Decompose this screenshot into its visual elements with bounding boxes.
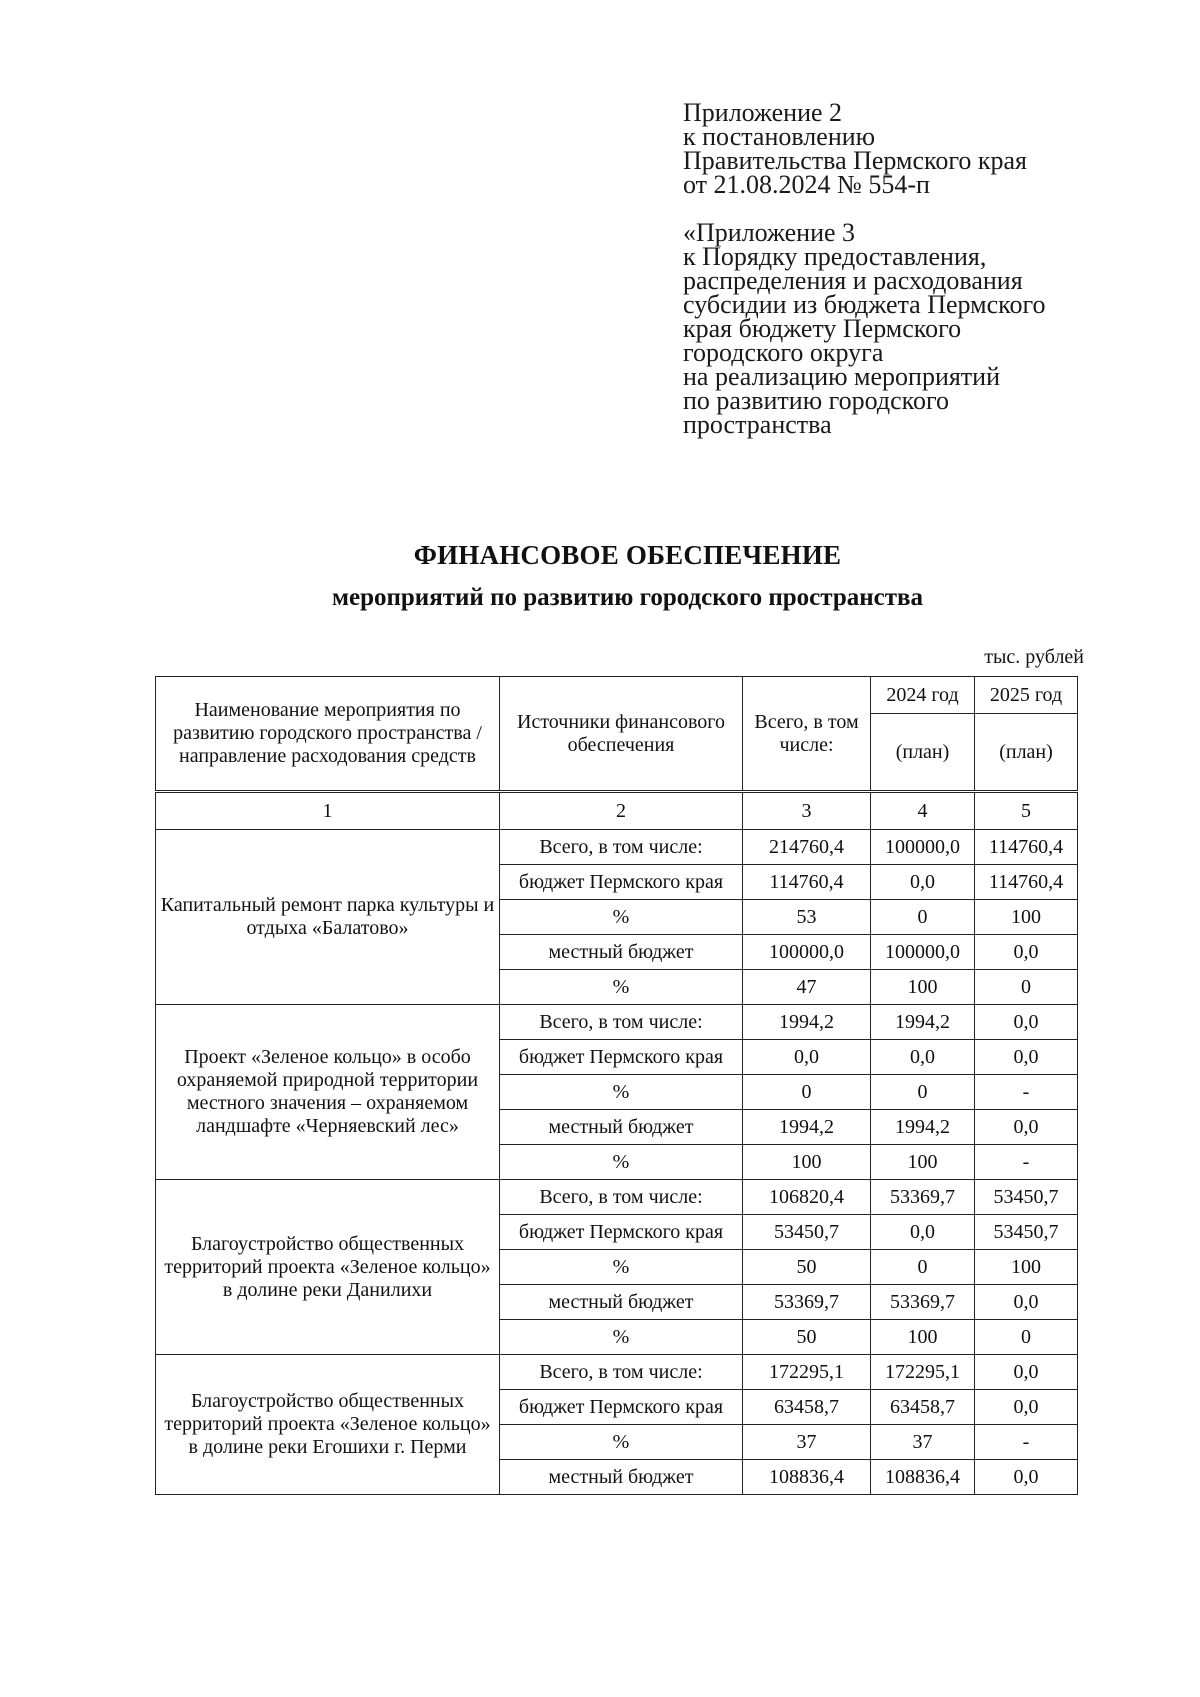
activity-name-cell: Благоустройство общественных территорий проекта «Зеленое кольцо» в долине реки Егошихи г. Перми [156,1355,500,1495]
year-2025-cell: 0,0 [975,935,1078,970]
total-cell: 114760,4 [743,865,871,900]
activity-name-cell: Проект «Зеленое кольцо» в особо охраняемой природной территории местного значения – охраняемом ландшафте «Черняевский лес» [156,1005,500,1180]
total-cell: 1994,2 [743,1005,871,1040]
inner-appendix-line: к Порядку предоставления, [683,242,987,271]
year-2025-cell: 114760,4 [975,830,1078,865]
inner-appendix-line: по развитию городского [683,386,949,415]
year-2025-cell: 53450,7 [975,1215,1078,1250]
year-2024-cell: 63458,7 [871,1390,975,1425]
year-2024-cell: 108836,4 [871,1460,975,1495]
appendix-block [683,98,1103,439]
header-year-2025: 2025 год [975,677,1078,714]
year-2024-cell: 100000,0 [871,830,975,865]
total-cell: 0,0 [743,1040,871,1075]
funding-source-cell: % [500,1145,743,1180]
funding-source-cell: Всего, в том числе: [500,1180,743,1215]
year-2024-cell: 100000,0 [871,935,975,970]
year-2024-cell: 53369,7 [871,1285,975,1320]
header-activity-name: Наименование мероприятия по развитию городского пространства / направление расходования средств [156,677,500,792]
year-2025-cell: 0,0 [975,1390,1078,1425]
total-cell: 106820,4 [743,1180,871,1215]
table-row [156,830,1078,865]
column-number: 1 [156,792,500,830]
year-2025-cell: - [975,1425,1078,1460]
funding-source-cell: бюджет Пермского края [500,1390,743,1425]
year-2025-cell: 0,0 [975,1355,1078,1390]
year-2025-cell: 0,0 [975,1460,1078,1495]
total-cell: 50 [743,1320,871,1355]
inner-appendix-line: городского округа [683,338,884,367]
header-funding-sources: Источники финансового обеспечения [500,677,743,792]
funding-source-cell: % [500,1320,743,1355]
total-cell: 53450,7 [743,1215,871,1250]
year-2024-cell: 0,0 [871,1215,975,1250]
funding-source-cell: бюджет Пермского края [500,1040,743,1075]
inner-appendix-line: распределения и расходования [683,266,1023,295]
funding-source-cell: местный бюджет [500,1110,743,1145]
total-cell: 172295,1 [743,1355,871,1390]
inner-appendix-line: на реализацию мероприятий [683,362,1001,391]
year-2024-cell: 53369,7 [871,1180,975,1215]
total-cell: 50 [743,1250,871,1285]
funding-source-cell: Всего, в том числе: [500,1355,743,1390]
year-2024-cell: 0,0 [871,1040,975,1075]
total-cell: 53 [743,900,871,935]
total-cell: 214760,4 [743,830,871,865]
total-cell: 47 [743,970,871,1005]
column-number: 3 [743,792,871,830]
year-2025-cell: - [975,1075,1078,1110]
appendix-line: Правительства Пермского края [683,146,1027,175]
funding-source-cell: Всего, в том числе: [500,1005,743,1040]
year-2024-cell: 100 [871,970,975,1005]
year-2025-cell: 114760,4 [975,865,1078,900]
year-2025-cell: - [975,1145,1078,1180]
funding-source-cell: местный бюджет [500,1460,743,1495]
total-cell: 63458,7 [743,1390,871,1425]
year-2024-cell: 0 [871,1075,975,1110]
year-2024-cell: 1994,2 [871,1005,975,1040]
financing-table [155,676,1078,1495]
year-2024-cell: 0 [871,900,975,935]
total-cell: 108836,4 [743,1460,871,1495]
year-2024-cell: 172295,1 [871,1355,975,1390]
total-cell: 100 [743,1145,871,1180]
funding-source-cell: % [500,1250,743,1285]
year-2024-cell: 0 [871,1250,975,1285]
year-2025-cell: 0,0 [975,1110,1078,1145]
year-2025-cell: 0,0 [975,1005,1078,1040]
header-year-2024: 2024 год [871,677,975,714]
table-row [156,1005,1078,1040]
year-2025-cell: 53450,7 [975,1180,1078,1215]
year-2024-cell: 100 [871,1145,975,1180]
funding-source-cell: % [500,900,743,935]
appendix-line: к постановлению [683,122,876,151]
header-plan-2024: (план) [871,714,975,792]
inner-appendix-line: края бюджету Пермского [683,314,962,343]
inner-appendix-line: субсидии из бюджета Пермского [683,290,1046,319]
funding-source-cell: Всего, в том числе: [500,830,743,865]
funding-source-cell: % [500,970,743,1005]
total-cell: 0 [743,1075,871,1110]
inner-appendix-line: пространства [683,410,832,439]
column-number: 4 [871,792,975,830]
year-2024-cell: 100 [871,1320,975,1355]
funding-source-cell: бюджет Пермского края [500,1215,743,1250]
total-cell: 37 [743,1425,871,1460]
header-total: Всего, в том числе: [743,677,871,792]
appendix-line: от 21.08.2024 № 554-п [683,170,930,199]
funding-source-cell: местный бюджет [500,1285,743,1320]
total-cell: 100000,0 [743,935,871,970]
table-row [156,1355,1078,1390]
document-subtitle: мероприятий по развитию городского пространства [331,584,924,611]
document-title: ФИНАНСОВОЕ ОБЕСПЕЧЕНИЕ [413,540,842,570]
table-row [156,1180,1078,1215]
column-number: 5 [975,792,1078,830]
year-2025-cell: 0,0 [975,1040,1078,1075]
total-cell: 1994,2 [743,1110,871,1145]
activity-name-cell: Капитальный ремонт парка культуры и отдыха «Балатово» [156,830,500,1005]
column-number: 2 [500,792,743,830]
activity-name-cell: Благоустройство общественных территорий проекта «Зеленое кольцо» в долине реки Данилихи [156,1180,500,1355]
appendix-line: Приложение 2 [683,98,843,127]
year-2025-cell: 0 [975,1320,1078,1355]
total-cell: 53369,7 [743,1285,871,1320]
year-2025-cell: 100 [975,1250,1078,1285]
funding-source-cell: местный бюджет [500,935,743,970]
year-2025-cell: 100 [975,900,1078,935]
units-label: тыс. рублей [984,646,1084,668]
year-2024-cell: 37 [871,1425,975,1460]
year-2024-cell: 1994,2 [871,1110,975,1145]
header-plan-2025: (план) [975,714,1078,792]
funding-source-cell: % [500,1075,743,1110]
year-2025-cell: 0 [975,970,1078,1005]
funding-source-cell: % [500,1425,743,1460]
inner-appendix-line: «Приложение 3 [683,218,856,247]
year-2024-cell: 0,0 [871,865,975,900]
funding-source-cell: бюджет Пермского края [500,865,743,900]
year-2025-cell: 0,0 [975,1285,1078,1320]
